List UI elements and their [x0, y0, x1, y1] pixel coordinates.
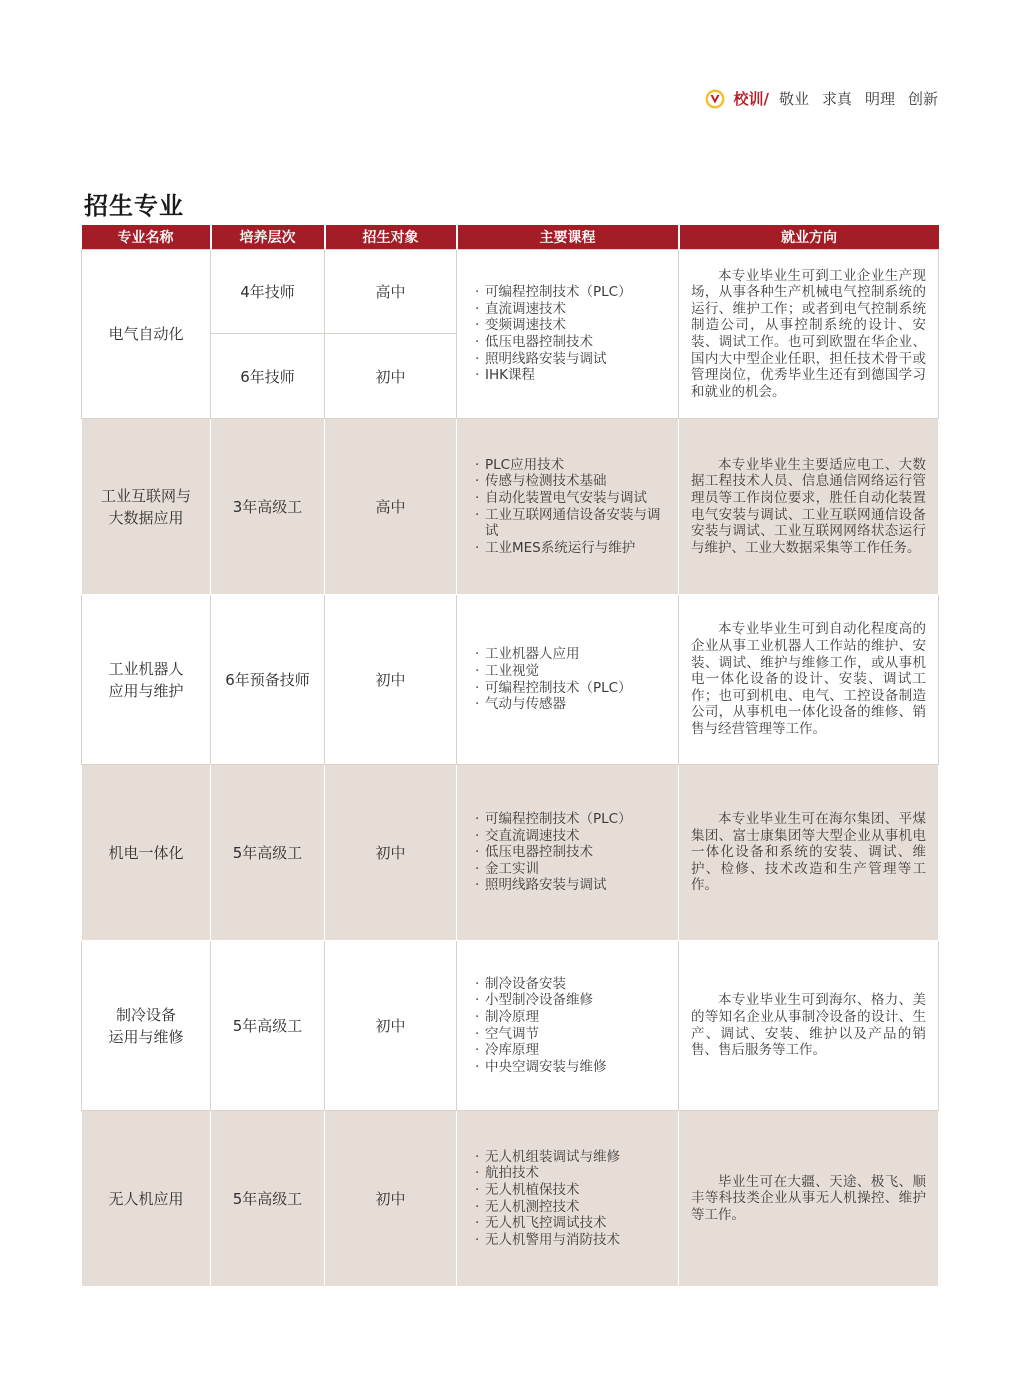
training-level: 5年高级工: [211, 1111, 325, 1287]
course-item: · 变频调速技术: [475, 317, 672, 334]
course-item: · 可编程控制技术（PLC）: [475, 284, 672, 301]
course-item: · 制冷原理: [475, 1009, 672, 1026]
course-item: · 无人机植保技术: [475, 1182, 672, 1199]
major-name-line: 应用与维护: [108, 681, 184, 700]
major-name: [82, 419, 211, 595]
course-item: · 交直流调速技术: [475, 828, 672, 845]
table-header: [82, 225, 939, 250]
table-row: [82, 765, 939, 941]
major-name-line: 制冷设备: [115, 1005, 176, 1024]
course-item: · 空气调节: [475, 1026, 672, 1043]
career-direction: [679, 765, 939, 941]
career-direction: [679, 250, 939, 419]
motto-item: 敬业: [778, 90, 809, 108]
column-header-target: 招生对象: [325, 225, 457, 250]
column-header-courses: 主要课程: [457, 225, 679, 250]
table-row: [82, 419, 939, 595]
major-name-line: 工业互联网与: [100, 486, 191, 505]
motto-item: 创新: [907, 90, 938, 108]
career-text: 本专业毕业生可到自动化程度高的企业从事工业机器人工作站的维护、安装、调试、维护与维修工作，或从事机电一体化设备的设计、安装、调试工作；也可到机电、电气、工控设备制造公司，从事机电一体化设备的维修、销售与经营管理等工作。: [691, 621, 926, 737]
course-item: · 工业互联网通信设备安装与调试: [475, 507, 672, 540]
career-text: 毕业生可在大疆、天途、极飞、顺丰等科技类企业从事无人机操控、维护等工作。: [691, 1173, 926, 1223]
major-name: 机电一体化: [82, 765, 211, 941]
course-item: · 低压电器控制技术: [475, 334, 672, 351]
training-level: 5年高级工: [211, 765, 325, 941]
enrollment-table: [81, 225, 939, 1287]
section-title: 招生专业: [84, 192, 184, 220]
training-level: 3年高级工: [211, 419, 325, 595]
career-direction: [679, 941, 939, 1111]
enrollment-target: 初中: [325, 1111, 457, 1287]
career-text: 本专业毕业生可到海尔、格力、美的等知名企业从事制冷设备的设计、生产、调试、安装、维护以及产品的销售、售后服务等工作。: [691, 992, 926, 1059]
career-text: 本专业毕业生可到工业企业生产现场，从事各种生产机械电气控制系统的运行、维护工作；或者到电气控制系统制造公司，从事控制系统的设计、安装、调试工作。也可到欧盟在华企业、国内大中型企业任职，担任技术骨干或管理岗位，优秀毕业生还有到德国学习和就业的机会。: [691, 267, 926, 400]
career-direction: [679, 419, 939, 595]
course-item: · 工业MES系统运行与维护: [475, 540, 672, 557]
enrollment-target: 初中: [325, 765, 457, 941]
course-item: · 无人机测控技术: [475, 1199, 672, 1216]
course-item: · 气动与传感器: [475, 696, 672, 713]
main-courses: [457, 765, 679, 941]
school-motto: [705, 88, 938, 109]
enrollment-target: 初中: [325, 941, 457, 1111]
course-item: · 低压电器控制技术: [475, 844, 672, 861]
motto-item: 明理: [864, 90, 895, 108]
major-name-line: 运用与维修: [108, 1027, 184, 1046]
course-item: · 无人机飞控调试技术: [475, 1215, 672, 1232]
major-name-line: 工业机器人: [108, 659, 184, 678]
main-courses: [457, 250, 679, 419]
major-name: [82, 941, 211, 1111]
enrollment-target: 高中: [325, 419, 457, 595]
career-text: 本专业毕业生主要适应电工、大数据工程技术人员、信息通信网络运行管理员等工作岗位要求，胜任自动化装置电气安装与调试、工业互联网通信设备安装与调试、工业互联网网络状态运行与维护、工业大数据采集等工作任务。: [691, 456, 926, 556]
career-direction: [679, 595, 939, 765]
course-item: · 自动化装置电气安装与调试: [475, 490, 672, 507]
course-item: · 可编程控制技术（PLC）: [475, 811, 672, 828]
career-direction: [679, 1111, 939, 1287]
main-courses: [457, 595, 679, 765]
main-courses: [457, 419, 679, 595]
enrollment-target: 初中: [325, 595, 457, 765]
major-name: 无人机应用: [82, 1111, 211, 1287]
course-item: · 工业机器人应用: [475, 646, 672, 663]
column-header-major: 专业名称: [82, 225, 211, 250]
main-courses: [457, 941, 679, 1111]
training-level: 6年预备技师: [211, 595, 325, 765]
column-header-career: 就业方向: [679, 225, 939, 250]
course-item: · 中央空调安装与维修: [475, 1059, 672, 1076]
course-item: · 小型制冷设备维修: [475, 992, 672, 1009]
course-item: · 无人机警用与消防技术: [475, 1232, 672, 1249]
major-name: 电气自动化: [82, 250, 211, 419]
course-item: · 冷库原理: [475, 1042, 672, 1059]
school-emblem-icon: [705, 89, 725, 109]
table-row: [82, 1111, 939, 1287]
major-name-line: 大数据应用: [108, 508, 184, 527]
course-item: · 制冷设备安装: [475, 976, 672, 993]
column-header-level: 培养层次: [211, 225, 325, 250]
course-item: · 金工实训: [475, 861, 672, 878]
course-item: · 照明线路安装与调试: [475, 877, 672, 894]
major-name: [82, 595, 211, 765]
course-item: · IHK课程: [475, 367, 672, 384]
course-item: · 工业视觉: [475, 663, 672, 680]
course-item: · 航拍技术: [475, 1165, 672, 1182]
training-level: 4年技师: [211, 250, 325, 334]
course-item: · 照明线路安装与调试: [475, 351, 672, 368]
course-item: · 直流调速技术: [475, 301, 672, 318]
career-text: 本专业毕业生可在海尔集团、平煤集团、富士康集团等大型企业从事机电一体化设备和系统的安装、调试、维护、检修、技术改造和生产管理等工作。: [691, 811, 926, 894]
motto-title: 校训/: [733, 90, 769, 108]
table-row: [82, 250, 939, 334]
enrollment-target: 初中: [325, 334, 457, 419]
main-courses: [457, 1111, 679, 1287]
enrollment-target: 高中: [325, 250, 457, 334]
training-level: 5年高级工: [211, 941, 325, 1111]
course-item: · PLC应用技术: [475, 457, 672, 474]
training-level: 6年技师: [211, 334, 325, 419]
table-row: [82, 595, 939, 765]
course-item: · 无人机组装调试与维修: [475, 1149, 672, 1166]
motto-item: 求真: [821, 90, 852, 108]
course-item: · 传感与检测技术基础: [475, 473, 672, 490]
course-item: · 可编程控制技术（PLC）: [475, 680, 672, 697]
table-row: [82, 941, 939, 1111]
